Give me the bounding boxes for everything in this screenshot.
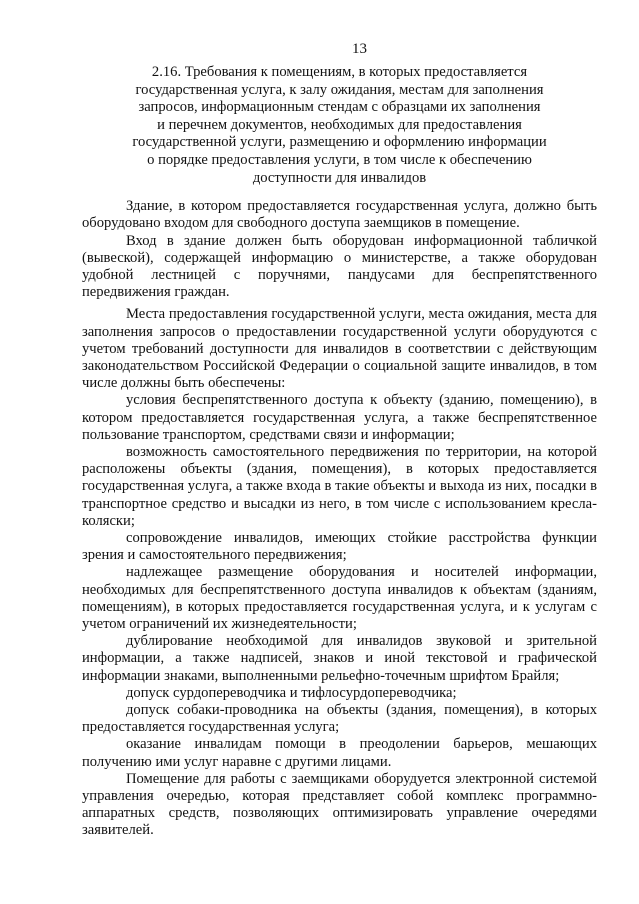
heading-line: запросов, информационным стендам с образцами их заполнения [138, 99, 541, 116]
list-item: сопровождение инвалидов, имеющих стойкие расстройства функции зрения и самостоятельного передвижения; [82, 530, 597, 564]
body-text [82, 198, 597, 840]
list-item: допуск собаки-проводника на объекты (здания, помещения), в которых предоставляется государственная услуга; [82, 702, 597, 736]
list-item: дублирование необходимой для инвалидов звуковой и зрительной информации, а также надписей, знаков и иной текстовой и графической информации знаками, выполненными рельефно-точечным шрифтом Брайля; [82, 633, 597, 684]
paragraph-queue-system: Помещение для работы с заемщиками оборудуется электронной системой управления очередью, которая представляет собой комплекс программно-аппаратных средств, позволяющих оптимизировать управление очередями заявителей. [82, 770, 597, 839]
heading-line: государственная услуга, к залу ожидания, местам для заполнения [135, 81, 544, 98]
page-number: 13 [352, 41, 367, 57]
heading-line: доступности для инвалидов [252, 169, 427, 186]
section-heading [82, 64, 597, 187]
list-item: условия беспрепятственного доступа к объекту (зданию, помещению), в котором предоставляется государственная услуга, а также беспрепятственное пользование транспортом, средствами связи и информации; [82, 392, 597, 443]
paragraph-entrance-sign: Вход в здание должен быть оборудован информационной табличкой (вывеской), содержащей информацию о министерстве, а также оборудован удобной лестницей с поручнями, пандусами для беспрепятственного передвижения граждан. [82, 232, 597, 301]
list-item: оказание инвалидам помощи в преодолении барьеров, мешающих получению ими услуг наравне с другими лицами. [82, 736, 597, 770]
list-item: возможность самостоятельного передвижения по территории, на которой расположены объекты (здания, помещения), в которых предоставляется государственная услуга, а также входа в такие объекты и выхода из них, посадки в транспортное средство и высадки из него, в том числе с использованием кресла-коляски; [82, 444, 597, 529]
list-item: надлежащее размещение оборудования и носителей информации, необходимых для беспрепятственного доступа инвалидов к объектам (зданиям, помещениям), в которых предоставляется государственная услуга, и к услугам с учетом ограничений их жизнедеятельности; [82, 564, 597, 633]
paragraph-building-entrance: Здание, в котором предоставляется государственная услуга, должно быть оборудовано входом для свободного доступа заемщиков в помещение. [82, 198, 597, 232]
heading-line: и перечнем документов, необходимых для предоставления [157, 116, 522, 133]
list-item: допуск сурдопереводчика и тифлосурдопереводчика; [126, 684, 457, 701]
heading-line: о порядке предоставления услуги, в том числе к обеспечению [147, 151, 532, 168]
heading-line: государственной услуги, размещению и оформлению информации [132, 134, 547, 151]
heading-line: 2.16. Требования к помещениям, в которых предоставляется [151, 64, 528, 80]
paragraph-accessibility-requirements: Места предоставления государственной услуги, места ожидания, места для заполнения запросов о предоставлении государственной услуги оборудуются с учетом требований доступности для инвалидов в соответствии с действующим законодательством Российской Федерации о социальной защите инвалидов, в том числе должны быть обеспечены: [82, 306, 597, 392]
